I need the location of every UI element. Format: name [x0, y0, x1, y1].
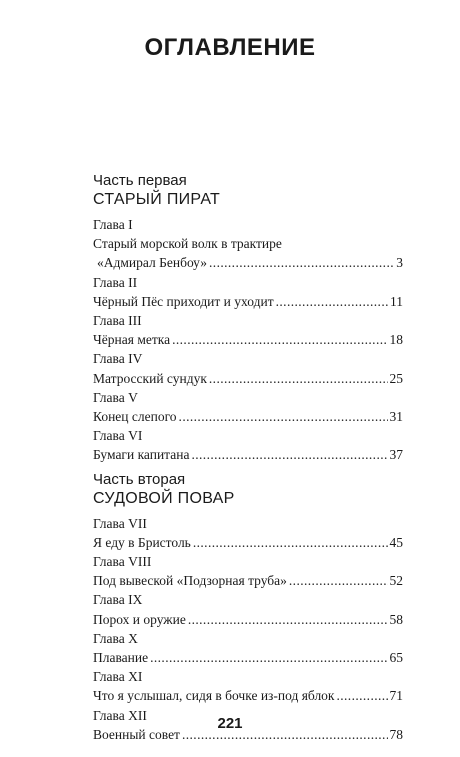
chapter-row	[93, 292, 403, 311]
chapter-page: 25	[389, 370, 403, 386]
chapter-title: Под вывеской «Подзорная труба»	[93, 573, 287, 589]
dot-leader	[188, 610, 388, 629]
chapter-page: 11	[390, 293, 403, 309]
chapter-page: 52	[389, 573, 403, 589]
toc-entry	[93, 215, 403, 273]
chapter-row	[93, 445, 403, 464]
chapter-title: Конец слепого	[93, 409, 177, 425]
chapter-row	[93, 369, 403, 388]
chapter-title: «Адмирал Бенбоу»	[97, 255, 208, 271]
dot-leader	[172, 330, 387, 349]
chapter-title: Матросский сундук	[93, 370, 207, 386]
dot-leader	[150, 648, 387, 667]
chapter-row	[93, 648, 403, 667]
page-title: ОГЛАВЛЕНИЕ	[144, 34, 316, 61]
chapter-number: Глава III	[93, 313, 142, 329]
chapter-number: Глава I	[93, 217, 133, 232]
toc-entry	[93, 388, 403, 426]
chapter-number: Глава IX	[93, 592, 143, 608]
chapter-row	[93, 533, 403, 552]
chapter-number: Глава XI	[93, 669, 143, 685]
part-title: СУДОВОЙ ПОВАР	[93, 489, 235, 507]
toc-entry	[93, 552, 403, 590]
toc-entry	[93, 426, 403, 464]
chapter-title-line: Старый морской волк в трактире	[93, 236, 282, 252]
chapter-row	[93, 330, 403, 349]
toc-entry	[93, 629, 403, 667]
chapter-page: 65	[389, 650, 403, 666]
chapter-title: Чёрный Пёс приходит и уходит	[93, 293, 274, 309]
chapter-title: Чёрная метка	[93, 332, 171, 348]
toc-entry	[93, 311, 403, 349]
dot-leader	[209, 369, 388, 388]
table-of-contents	[93, 172, 403, 750]
chapter-row	[93, 407, 403, 426]
chapter-title: Порох и оружие	[93, 611, 186, 627]
chapter-row	[93, 610, 403, 629]
chapter-title: Я еду в Бристоль	[93, 534, 191, 550]
chapter-number: Глава IV	[93, 351, 143, 367]
dot-leader	[209, 253, 394, 272]
chapter-page: 3	[396, 255, 403, 271]
chapter-number: Глава VIII	[93, 554, 152, 570]
chapter-page: 58	[389, 611, 403, 627]
page-number: 221	[217, 715, 243, 732]
dot-leader	[193, 533, 388, 552]
part-label: Часть вторая	[93, 470, 186, 488]
chapter-title: Плавание	[93, 650, 149, 666]
dot-leader	[179, 407, 388, 426]
chapter-number: Глава X	[93, 630, 138, 646]
chapter-page: 78	[389, 726, 403, 742]
chapter-page: 37	[389, 447, 403, 463]
chapter-page: 31	[389, 409, 403, 425]
chapter-number: Глава VI	[93, 428, 143, 444]
chapter-row	[93, 571, 403, 590]
part-label: Часть первая	[93, 172, 187, 189]
chapter-number: Глава VII	[93, 515, 147, 531]
toc-entry	[93, 590, 403, 628]
chapter-row	[93, 686, 403, 705]
toc-entry	[93, 273, 403, 311]
chapter-number: Глава XII	[93, 707, 147, 723]
part-2	[93, 471, 403, 744]
part-1	[93, 172, 403, 465]
dot-leader	[191, 445, 387, 464]
dot-leader	[276, 292, 388, 311]
chapter-number: Глава II	[93, 274, 138, 290]
dot-leader	[289, 571, 388, 590]
dot-leader	[336, 686, 387, 705]
toc-entry	[93, 349, 403, 387]
chapter-title: Военный совет	[93, 726, 180, 742]
chapter-row	[93, 253, 403, 272]
chapter-title: Бумаги капитана	[93, 447, 190, 463]
toc-entry	[93, 514, 403, 552]
chapter-page: 71	[389, 688, 403, 704]
part-title: СТАРЫЙ ПИРАТ	[93, 191, 221, 208]
chapter-title: Что я услышал, сидя в бочке из-под яблок	[93, 688, 335, 704]
chapter-number: Глава V	[93, 389, 138, 405]
chapter-page: 45	[389, 534, 403, 550]
toc-entry	[93, 667, 403, 705]
chapter-page: 18	[389, 332, 403, 348]
